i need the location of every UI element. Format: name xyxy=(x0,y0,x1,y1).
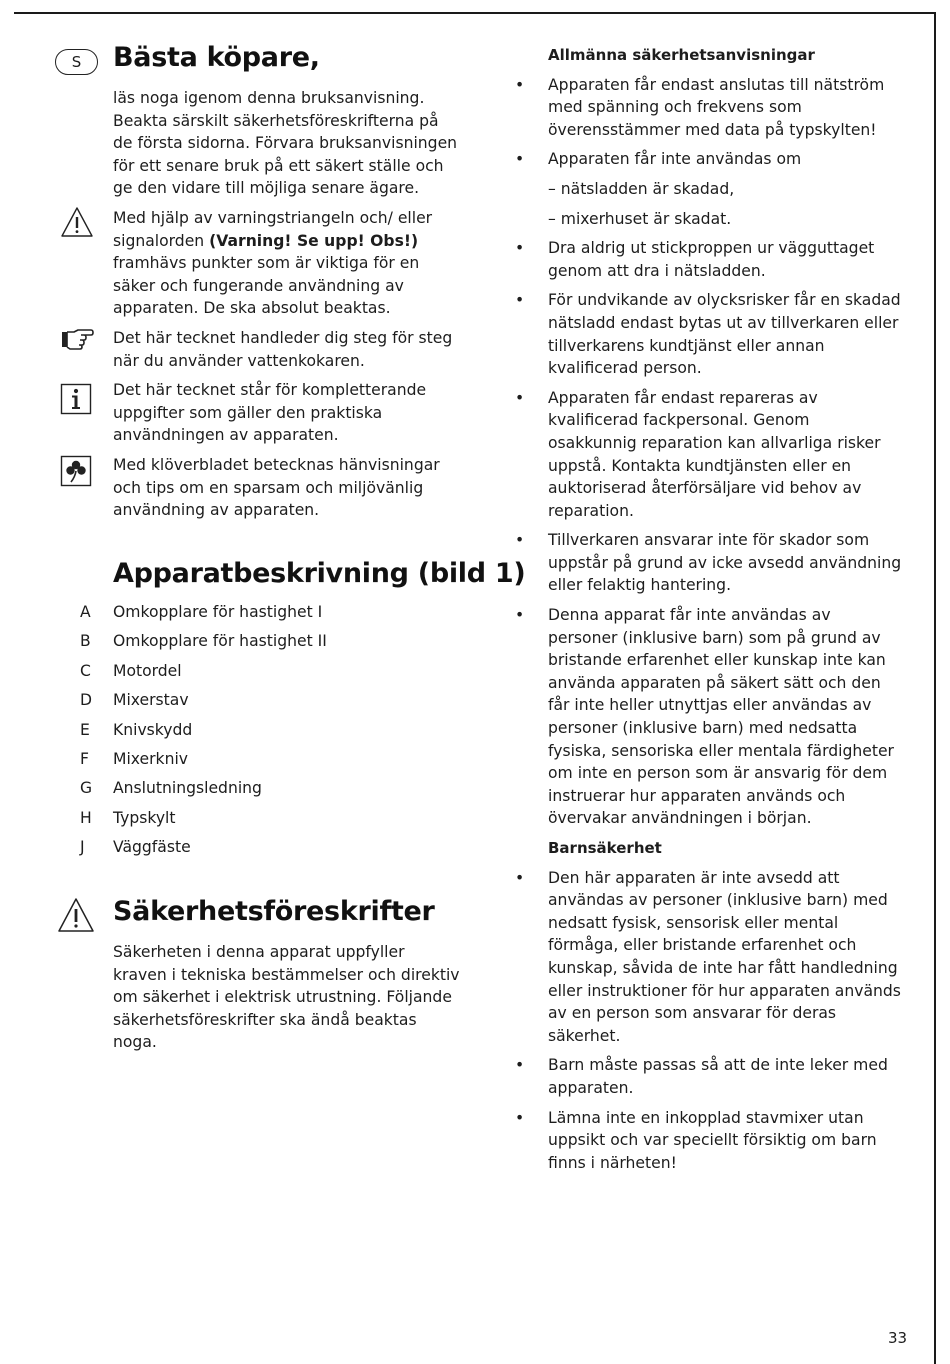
dash-item: – mixerhuset är skadat. xyxy=(548,209,732,228)
safety-title: Säkerhetsföreskrifter xyxy=(113,896,435,927)
pointing-hand-text: Det här tecknet handleder dig steg för steg när du använder vattenkokaren. xyxy=(113,329,453,370)
warning-text-start: Med hjälp av varningstriangeln och/ eller signalorden xyxy=(113,209,433,250)
part-label: Mixerkniv xyxy=(113,749,189,768)
bullet-text: Den här apparaten är inte avsedd att användas av personer (inklusive barn) med nedsatt fysisk, sensorisk eller mental förmåga, eller bristande erfarenhet och kunskap, såvida de inte har fått handledning eller instruktioner för hur apparaten används av en person som ansvarar för deras säkerhet. xyxy=(548,868,901,1045)
part-letter: E xyxy=(80,720,90,739)
part-b xyxy=(75,630,455,659)
safety-text: Säkerheten i denna apparat uppfyller kraven i tekniska bestämmelser och direktiv om säkerhet i elektrisk utrustning. Följande säkerhetsföreskrifter ska ändå beaktas noga. xyxy=(113,943,460,1052)
list-item xyxy=(512,867,902,1048)
part-j xyxy=(75,836,455,865)
part-letter: D xyxy=(80,691,93,710)
part-f xyxy=(75,748,455,777)
bullet-text: För undvikande av olycksrisker får en skadad nätsladd endast bytas ut av tillverkaren eller tillverkarens kundtjänst eller annan kvalificerad person. xyxy=(548,291,901,378)
bullet-icon: • xyxy=(515,531,525,550)
list-item xyxy=(512,604,902,830)
list-item xyxy=(512,148,902,171)
info-text: Det här tecknet står för kompletterande uppgifter som gäller den praktiska användningen av apparaten. xyxy=(113,381,427,445)
bullet-text: Denna apparat får inte användas av personer (inklusive barn) som på grund av bristande erfarenhet eller kunskap inte kan använda apparaten på säkert sätt och den får inte heller utnyttjas eller användas av personer (inklusive barn) med nedsatta fysiska, sensoriska eller mentala färdigheter om inte en person som är ansvarig för dem instruerar hur apparaten används och övervakar användningen i början. xyxy=(548,606,894,828)
list-item xyxy=(512,1107,902,1175)
bullet-icon: • xyxy=(515,1108,525,1127)
language-badge: S xyxy=(55,49,98,75)
right-column xyxy=(512,44,902,1174)
info-icon xyxy=(60,383,94,417)
bullet-text: Dra aldrig ut stickproppen ur vägguttaget genom att dra i nätsladden. xyxy=(548,239,875,280)
signal-words: (Varning! Se upp! Obs!) xyxy=(209,231,419,250)
bullet-text: Lämna inte en inkopplad stavmixer utan uppsikt och var speciellt försiktig om barn finns i närheten! xyxy=(548,1108,877,1172)
part-e xyxy=(75,719,455,748)
part-letter: B xyxy=(80,632,91,651)
intro-text: läs noga igenom denna bruksanvisning. Beakta särskilt säkerhetsföreskrifterna på de första sidorna. Förvara bruksanvisningen för ett senare bruk på ett säkert ställe och ge den vidare till möjliga senare ägare. xyxy=(113,89,458,198)
warning-triangle-icon xyxy=(60,206,94,240)
part-label: Väggfäste xyxy=(113,838,191,857)
bullet-text: Barn måste passas så att de inte leker med apparaten. xyxy=(548,1056,888,1097)
part-g xyxy=(75,777,455,806)
part-d xyxy=(75,689,455,718)
bullet-icon: • xyxy=(515,606,525,625)
part-letter: J xyxy=(80,838,85,857)
part-label: Anslutningsledning xyxy=(113,779,262,798)
list-item xyxy=(512,1054,902,1099)
bullet-icon: • xyxy=(515,239,525,258)
cloverleaf-icon xyxy=(60,455,94,489)
general-safety-heading: Allmänna säkerhetsanvisningar xyxy=(548,46,815,64)
list-item xyxy=(512,74,902,142)
parts-list xyxy=(75,601,455,866)
bullet-text: Apparaten får inte användas om xyxy=(548,150,802,169)
bullet-icon: • xyxy=(515,291,525,310)
bullet-icon: • xyxy=(515,1056,525,1075)
pointing-hand-icon xyxy=(60,328,94,362)
bullet-icon: • xyxy=(515,388,525,407)
child-safety-heading: Barnsäkerhet xyxy=(548,839,662,857)
list-item xyxy=(512,529,902,597)
part-label: Mixerstav xyxy=(113,691,189,710)
bullet-icon: • xyxy=(515,868,525,887)
bullet-icon: • xyxy=(515,75,525,94)
part-letter: A xyxy=(80,603,91,621)
part-label: Motordel xyxy=(113,661,182,680)
page-number: 33 xyxy=(888,1329,908,1347)
cloverleaf-text: Med klöverbladet betecknas hänvisningar och tips om en sparsam och miljövänlig användning av apparaten. xyxy=(113,456,440,520)
part-label: Omkopplare för hastighet I xyxy=(113,603,323,621)
bullet-text: Tillverkaren ansvarar inte för skador som uppstår på grund av icke avsedd användning eller felaktig hantering. xyxy=(548,531,902,595)
part-label: Typskylt xyxy=(113,808,176,827)
warning-text-end: framhävs punkter som är viktiga för en säker och fungerande användning av apparaten. De ska absolut beaktas. xyxy=(113,254,420,318)
part-a xyxy=(75,601,455,630)
list-item xyxy=(512,387,902,523)
page-frame-right xyxy=(934,12,936,1364)
bullet-text: Apparaten får endast repareras av kvalificerad fackpersonal. Genom osakkunnig reparation kan allvarliga risker uppstå. Kontakta kundtjänsten eller en auktoriserad återförsäljare vid behov av reparation. xyxy=(548,388,881,520)
part-letter: C xyxy=(80,661,91,680)
warning-symbol-text xyxy=(113,207,463,320)
part-label: Knivskydd xyxy=(113,720,193,739)
part-c xyxy=(75,660,455,689)
list-item xyxy=(512,237,902,282)
page-frame-top xyxy=(14,12,936,14)
bullet-text: Apparaten får endast anslutas till nätström med spänning och frekvens som överensstämmer med data på typskylten! xyxy=(548,75,885,139)
part-letter: H xyxy=(80,808,92,827)
part-letter: G xyxy=(80,779,93,798)
part-letter: F xyxy=(80,749,89,768)
part-h xyxy=(75,807,455,836)
dash-item: – nätsladden är skadad, xyxy=(548,179,735,198)
description-title: Apparatbeskrivning (bild 1) xyxy=(113,558,526,589)
list-item xyxy=(512,289,902,379)
bullet-icon: • xyxy=(515,150,525,169)
intro-title: Bästa köpare, xyxy=(113,42,320,73)
part-label: Omkopplare för hastighet II xyxy=(113,632,327,651)
safety-warning-icon xyxy=(57,897,95,935)
